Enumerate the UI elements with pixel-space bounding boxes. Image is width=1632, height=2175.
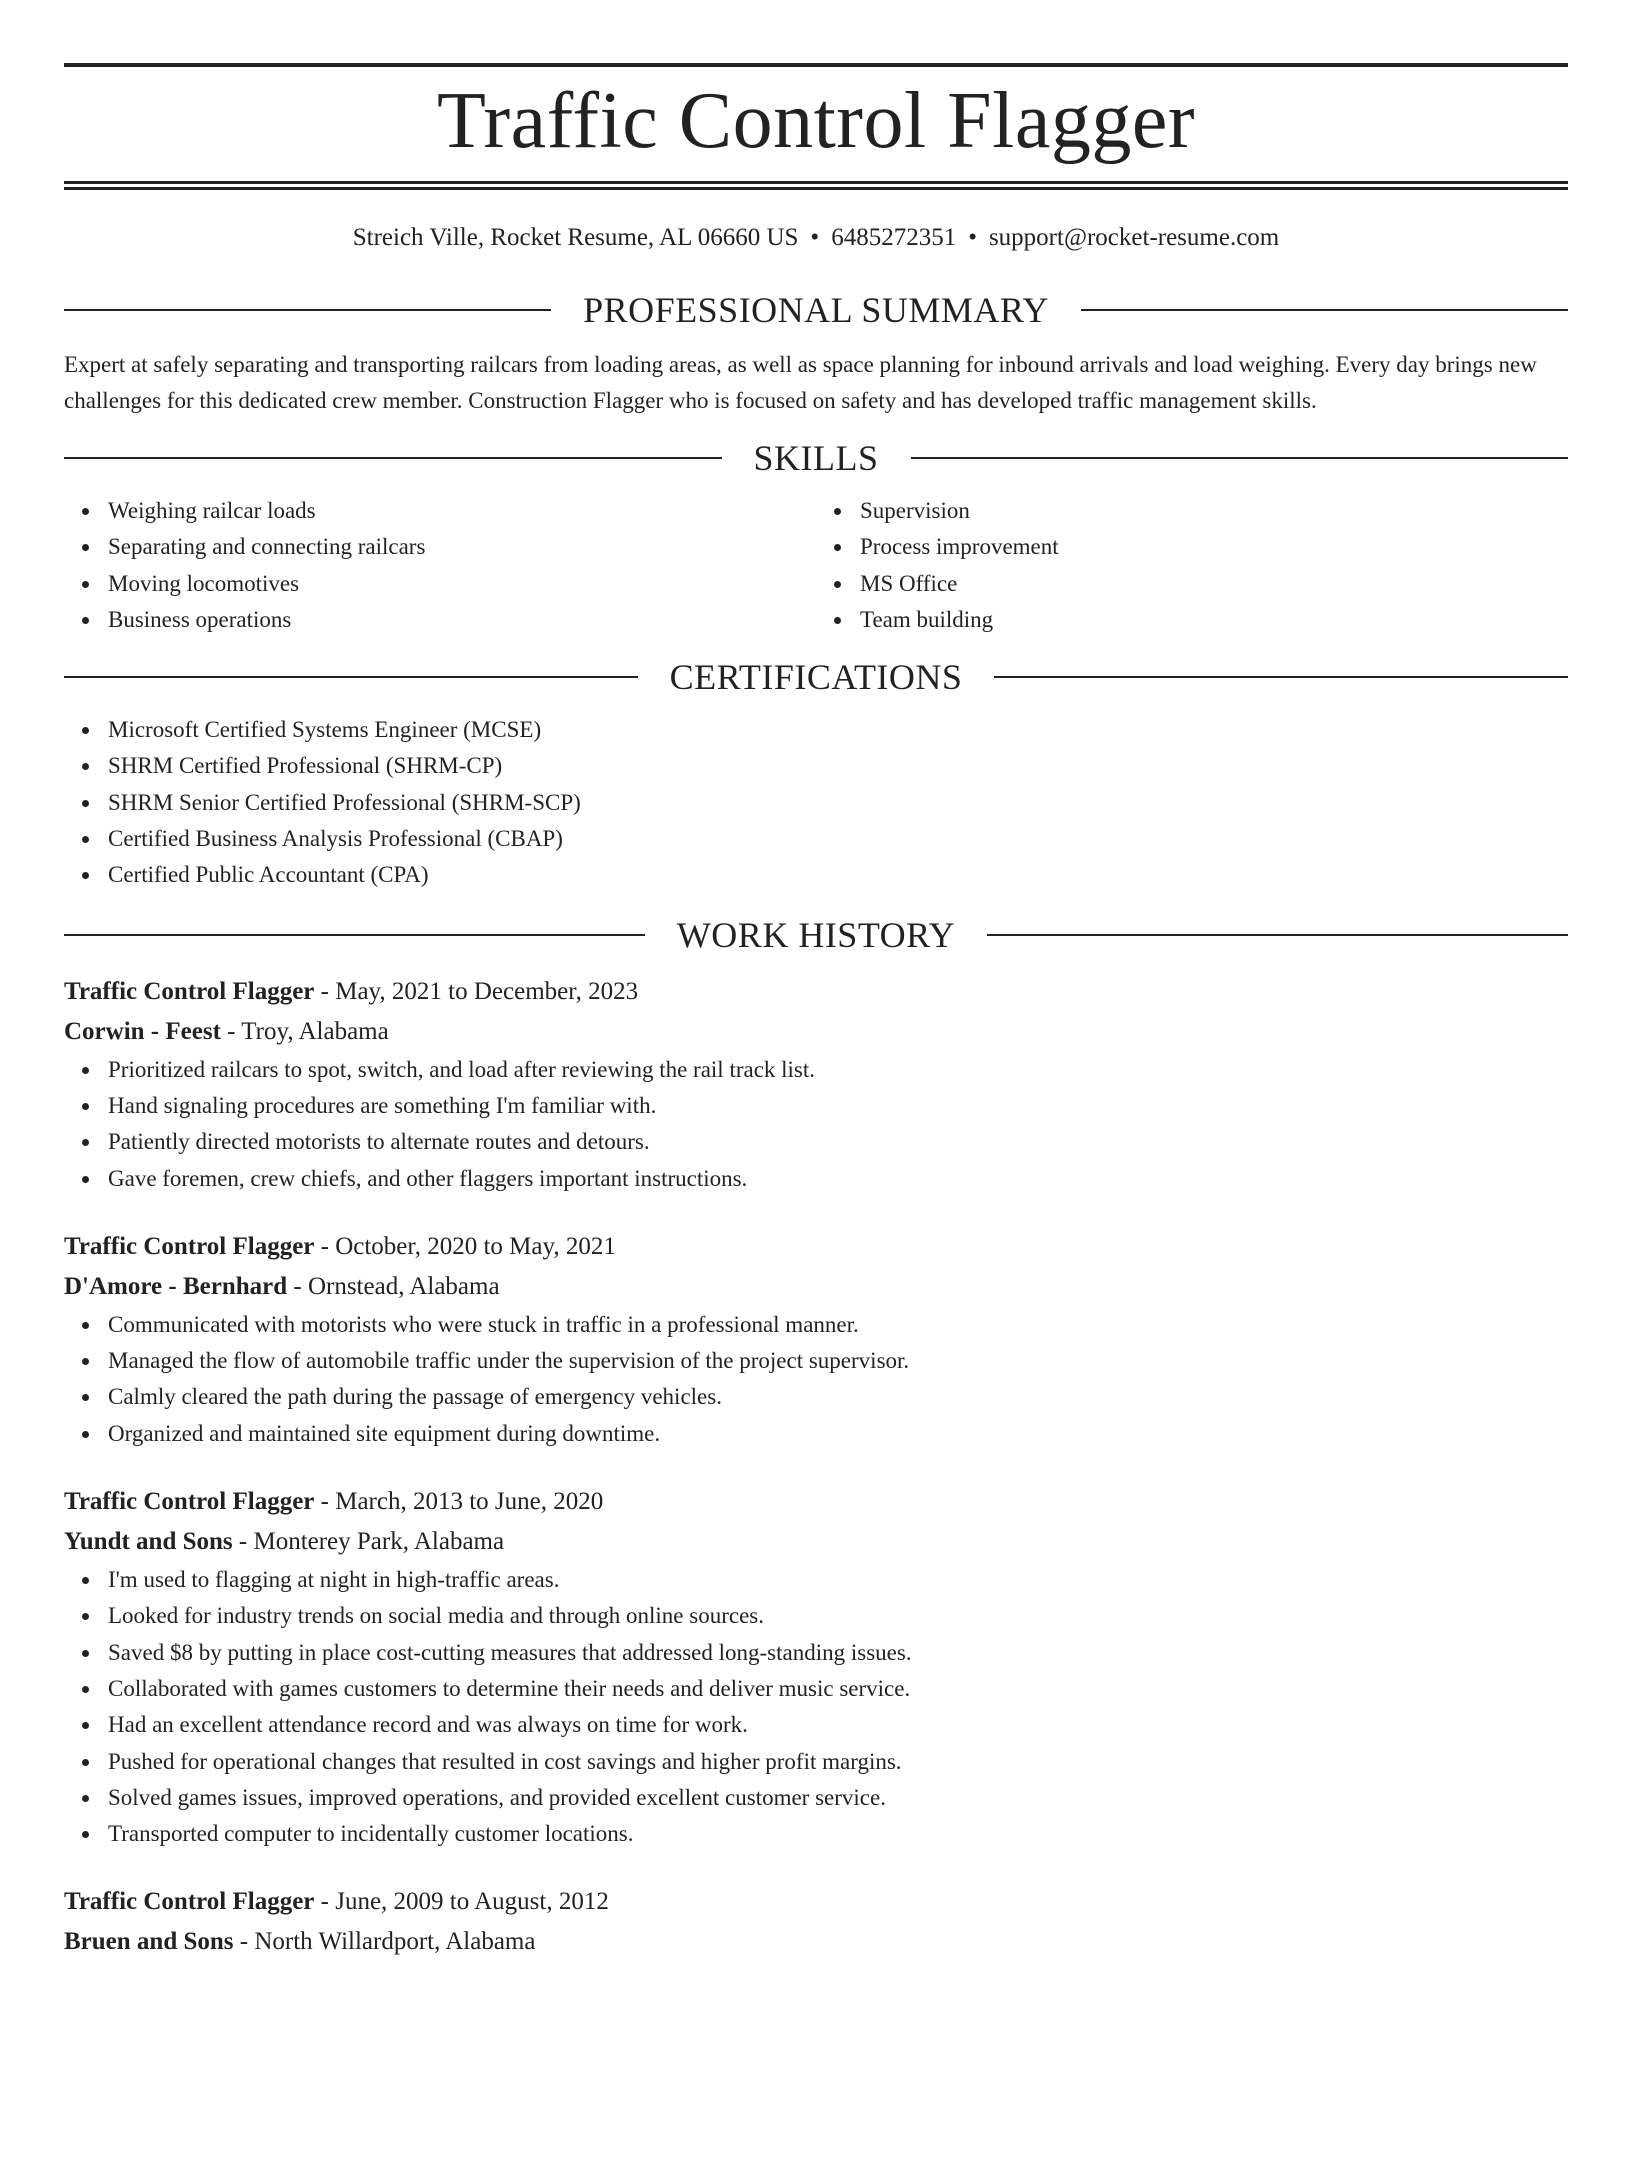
list-item: Communicated with motorists who were stuck in traffic in a professional manner.: [108, 1307, 1568, 1343]
list-item: Certified Public Accountant (CPA): [108, 857, 1568, 893]
certifications-title: CERTIFICATIONS: [669, 657, 963, 698]
resume-page: [0, 63, 1632, 2175]
list-item: SHRM Senior Certified Professional (SHRM-SCP): [108, 785, 1568, 821]
job-role: Traffic Control Flagger: [64, 1232, 315, 1260]
list-item: Gave foremen, crew chiefs, and other flaggers important instructions.: [108, 1161, 1568, 1197]
skills-right-column: [816, 493, 1568, 638]
job-role-line: [64, 1227, 1568, 1267]
job-bullets: [64, 1307, 1568, 1452]
work-history-title: WORK HISTORY: [676, 914, 956, 955]
summary-text: Expert at safely separating and transporting railcars from loading areas, as well as space planning for inbound arrivals and load weighing. Every day brings new challenges for this dedicated crew member. Construction Flagger who is focused on safety and has developed traffic management skills.: [64, 352, 1537, 413]
job-location: - Ornstead, Alabama: [287, 1272, 500, 1300]
list-item: Calmly cleared the path during the passage of emergency vehicles.: [108, 1379, 1568, 1415]
list-item: Solved games issues, improved operations, and provided excellent customer service.: [108, 1780, 1568, 1816]
list-item: Pushed for operational changes that resulted in cost savings and higher profit margins.: [108, 1744, 1568, 1780]
list-item: Had an excellent attendance record and was always on time for work.: [108, 1707, 1568, 1743]
list-item: Microsoft Certified Systems Engineer (MCSE): [108, 712, 1568, 748]
heading-rule: [64, 309, 551, 311]
job-company-line: [64, 1922, 1568, 1962]
heading-rule: [64, 457, 722, 459]
job-dates: - May, 2021 to December, 2023: [314, 977, 639, 1005]
job-location: - North Willardport, Alabama: [233, 1928, 536, 1956]
job-dates: - October, 2020 to May, 2021: [314, 1232, 616, 1260]
contact-separator: •: [810, 224, 820, 251]
list-item: Hand signaling procedures are something I'm familiar with.: [108, 1088, 1568, 1124]
job-role-line: [64, 1882, 1568, 1922]
list-item: Patiently directed motorists to alternate routes and detours.: [108, 1124, 1568, 1160]
list-item: Moving locomotives: [108, 566, 816, 602]
list-item: Team building: [860, 602, 1568, 638]
job-entry: [64, 1482, 1568, 1852]
heading-rule: [64, 676, 638, 678]
list-item: Process improvement: [860, 529, 1568, 565]
list-item: Prioritized railcars to spot, switch, and load after reviewing the rail track list.: [108, 1052, 1568, 1088]
list-item: Looked for industry trends on social media and through online sources.: [108, 1598, 1568, 1634]
list-item: MS Office: [860, 566, 1568, 602]
job-bullets: [64, 1052, 1568, 1197]
list-item: Collaborated with games customers to determine their needs and deliver music service.: [108, 1671, 1568, 1707]
job-company: Corwin - Feest: [64, 1017, 221, 1045]
job-company: D'Amore - Bernhard: [64, 1272, 288, 1300]
job-role-line: [64, 972, 1568, 1012]
contact-separator: •: [968, 224, 977, 251]
job-bullets: [64, 1562, 1568, 1852]
job-entry: [64, 972, 1568, 1197]
job-role-line: [64, 1482, 1568, 1522]
heading-rule: [987, 934, 1568, 936]
summary-title: PROFESSIONAL SUMMARY: [583, 290, 1049, 330]
certifications-heading: [64, 652, 1568, 702]
heading-rule: [994, 676, 1568, 678]
list-item: Saved $8 by putting in place cost-cutting measures that addressed long-standing issues.: [108, 1635, 1568, 1671]
list-item: I'm used to flagging at night in high-traffic areas.: [108, 1562, 1568, 1598]
list-item: Supervision: [860, 493, 1568, 529]
list-item: Separating and connecting railcars: [108, 529, 816, 565]
summary-heading: [64, 285, 1568, 335]
contact-line: [64, 221, 1568, 255]
job-company: Bruen and Sons: [64, 1928, 234, 1956]
job-entry: [64, 1227, 1568, 1452]
list-item: SHRM Certified Professional (SHRM-CP): [108, 748, 1568, 784]
job-role: Traffic Control Flagger: [64, 977, 315, 1005]
list-item: Transported computer to incidentally customer locations.: [108, 1816, 1568, 1852]
address: Streich Ville, Rocket Resume, AL 06660 US: [352, 224, 799, 251]
job-dates: - June, 2009 to August, 2012: [314, 1888, 609, 1916]
skills-heading: [64, 433, 1568, 483]
job-role: Traffic Control Flagger: [64, 1488, 315, 1516]
phone: 6485272351: [831, 224, 957, 251]
list-item: Organized and maintained site equipment during downtime.: [108, 1416, 1568, 1452]
skills-columns: [64, 493, 1568, 638]
skills-left-column: [64, 493, 816, 638]
job-company-line: [64, 1267, 1568, 1307]
title-double-rule: [64, 181, 1568, 190]
heading-rule: [911, 457, 1569, 459]
heading-rule: [64, 934, 645, 936]
job-company-line: [64, 1522, 1568, 1562]
resume-title: Traffic Control Flagger: [436, 77, 1196, 165]
job-role: Traffic Control Flagger: [64, 1888, 315, 1916]
job-location: - Troy, Alabama: [220, 1017, 389, 1045]
job-dates: - March, 2013 to June, 2020: [314, 1488, 604, 1516]
heading-rule: [1081, 309, 1568, 311]
email: support@rocket-resume.com: [988, 224, 1280, 251]
list-item: Weighing railcar loads: [108, 493, 816, 529]
list-item: Managed the flow of automobile traffic under the supervision of the project supervisor.: [108, 1343, 1568, 1379]
job-location: - Monterey Park, Alabama: [232, 1528, 505, 1556]
certifications-list: [64, 712, 1568, 893]
skills-left-list: [64, 493, 816, 638]
certifications-block: [64, 712, 1568, 893]
job-company-line: [64, 1012, 1568, 1052]
job-company: Yundt and Sons: [64, 1528, 233, 1556]
skills-right-list: [816, 493, 1568, 638]
job-entry: [64, 1882, 1568, 1962]
list-item: Business operations: [108, 602, 816, 638]
list-item: Certified Business Analysis Professional (CBAP): [108, 821, 1568, 857]
work-history-heading: [64, 910, 1568, 960]
skills-title: SKILLS: [753, 438, 879, 478]
